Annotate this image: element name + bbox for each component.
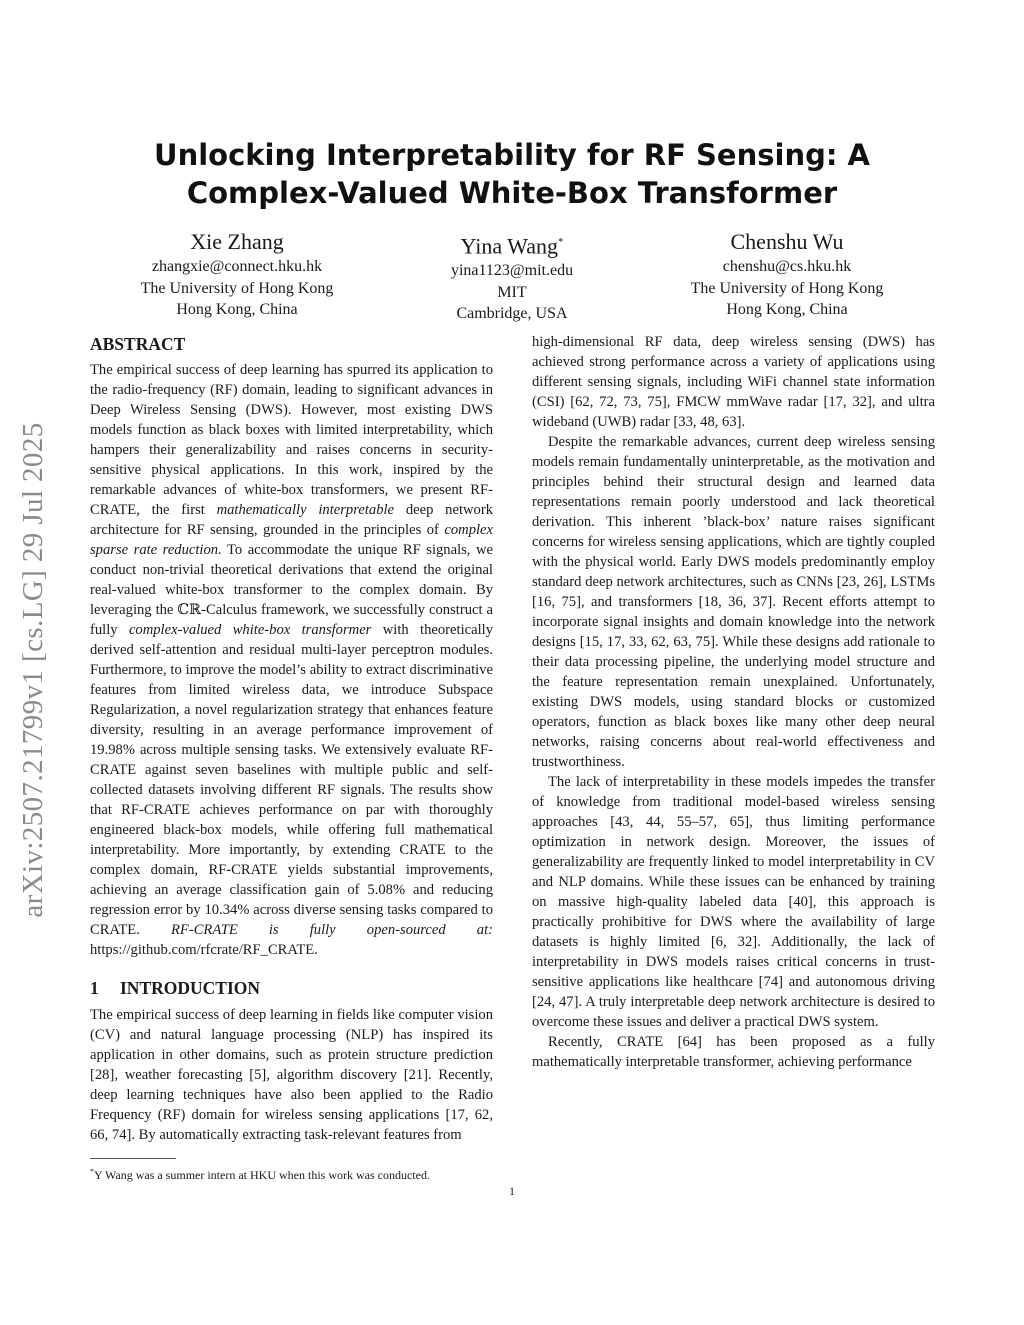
abstract-emphasis: complex-valued white-box transformer xyxy=(128,622,372,638)
section-number: 1 xyxy=(90,978,99,998)
author-block-1 xyxy=(87,228,387,321)
author-location: Cambridge, USA xyxy=(456,305,568,323)
footnote xyxy=(90,1164,510,1183)
author-name-text: Xie Zhang xyxy=(190,229,284,254)
left-column xyxy=(90,332,493,1145)
abstract-emphasis: RF-CRATE is fully open-sourced at: xyxy=(171,922,494,938)
author-name xyxy=(637,228,937,256)
abstract-emphasis: mathematically interpretable xyxy=(216,502,395,518)
author-location: Hong Kong, China xyxy=(726,301,848,318)
author-affiliation: The University of Hong Kong xyxy=(690,279,884,297)
author-location: Hong Kong, China xyxy=(176,301,298,318)
intro-paragraph-4: Recently, CRATE [64] has been proposed as a fully mathematically interpretable transformer, achieving performance xyxy=(532,1034,935,1070)
paper-title-line-2: Complex-Valued White-Box Transformer xyxy=(186,176,838,210)
author-email: chenshu@cs.hku.hk xyxy=(722,258,852,275)
author-name xyxy=(87,228,387,256)
intro-paragraph-3: The lack of interpretability in these models impedes the transfer of knowledge from traditional model-based wireless sensing approaches [43, 44, 55–57, 65], thus limiting performance optimization in network design. Moreover, the issues of generalizability are frequently linked to model interpretability in CV and NLP domains. While these issues can be enhanced by training on massive high-quality labeled data [40], this approach is practically prohibitive for DWS where the availability of large datasets is highly limited [6, 32]. Additionally, the lack of interpretability in DWS models raises critical concerns in trust-sensitive applications like healthcare [74] and autonomous driving [24, 47]. A truly interpretable deep network architecture is desired to overcome these issues and deliver a practical DWS system. xyxy=(532,774,935,1030)
author-name xyxy=(362,228,662,260)
author-block-3 xyxy=(637,228,937,321)
intro-paragraph-1-continued: high-dimensional RF data, deep wireless sensing (DWS) has achieved strong performance across a variety of applications using different sensing signals, including WiFi channel state information (CSI) [62, 72, 73, 75], FMCW mmWave radar [17, 32], and ultra wideband (UWB) radar [33, 48, 63]. xyxy=(532,334,935,430)
abstract-text: To accommodate the unique RF signals, we conduct non-trivial theoretical derivations that extend the original real-valued white-box transformer to the complex domain. By leveraging the ℂℝ-Calculus framework, we successfully construct a fully xyxy=(90,542,493,638)
abstract-emphasis: complex sparse rate reduction. xyxy=(90,522,493,558)
author-name-text: Yina Wang xyxy=(460,233,558,259)
abstract-paragraph xyxy=(90,360,493,960)
repository-link[interactable]: https://github.com/rfcrate/RF_CRATE. xyxy=(90,942,318,958)
section-title: INTRODUCTION xyxy=(120,978,261,998)
author-name-text: Chenshu Wu xyxy=(730,229,844,254)
author-block-2 xyxy=(362,228,662,325)
footnote-divider xyxy=(90,1158,176,1159)
intro-paragraph-1: The empirical success of deep learning in fields like computer vision (CV) and natural language processing (NLP) has inspired its application in other domains, such as protein structure prediction [28], weather forecasting [5], algorithm discovery [21]. Recently, deep learning techniques have also been applied to the Radio Frequency (RF) domain for wireless sensing applications [17, 62, 66, 74]. By automatically extracting task-relevant features from xyxy=(90,1007,493,1143)
right-column xyxy=(532,332,935,1072)
paper-title-line-1: Unlocking Interpretability for RF Sensing: A xyxy=(154,138,870,172)
author-footnote-mark: * xyxy=(557,236,564,248)
author-affiliation: The University of Hong Kong xyxy=(140,279,334,297)
intro-paragraph-2: Despite the remarkable advances, current deep wireless sensing models remain fundamentally uninterpretable, as the motivation and principles behind their structural design and learned data representations remain poorly understood and lack theoretical derivation. This inherent ’black-box’ nature raises significant concerns for wireless sensing applications, which are tightly coupled with the physical world. Early DWS models predominantly employ standard deep network architectures, such as CNNs [23, 26], LSTMs [16, 75], and transformers [18, 36, 37]. Recent efforts attempt to incorporate signal insights and domain knowledge into the network designs [15, 17, 33, 62, 63, 75]. While these designs add rationale to their data processing pipeline, the underlying model structure and the feature representation remain unexplained. Unfortunately, existing DWS models, using standard blocks or customized operators, function as black boxes like many other deep neural networks, raising concerns about real-world effectiveness and trustworthiness. xyxy=(532,434,935,770)
abstract-text: with theoretically derived self-attention and residual multi-layer perceptron modules. Furthermore, to improve the model’s ability to extract discriminative features from limited wireless data, we introduce Subspace Regularization, a novel regularization strategy that enhances feature diversity, resulting in an average performance improvement of 19.98% across multiple sensing tasks. We extensively evaluate RF-CRATE against seven baselines with multiple public and self-collected datasets involving different RF signals. The results show that RF-CRATE achieves performance on par with thoroughly engineered black-box models, while offering full mathematical interpretability. More importantly, by extending CRATE to the complex domain, RF-CRATE yields substantial improvements, achieving an average classification gain of 5.08% and reducing regression error by 10.34% across diverse sensing tasks compared to CRATE. xyxy=(90,622,493,938)
abstract-text: deep network architecture for RF sensing, grounded in the principles of xyxy=(90,502,493,538)
introduction-heading xyxy=(90,976,493,1000)
author-email: zhangxie@connect.hku.hk xyxy=(151,258,323,275)
footnote-mark: * xyxy=(90,1167,94,1176)
abstract-text: The empirical success of deep learning has spurred its application to the radio-frequency (RF) domain, leading to significant advances in Deep Wireless Sensing (DWS). However, most existing DWS models function as black boxes with limited interpretability, which hampers their generalizability and raises concerns in security-sensitive physical applications. In this work, inspired by the remarkable advances of white-box transformers, we present RF-CRATE, the first xyxy=(90,362,493,518)
author-email: yina1123@mit.edu xyxy=(450,262,574,280)
page-number: 1 xyxy=(509,1184,515,1198)
author-affiliation: MIT xyxy=(497,283,527,301)
paper-title xyxy=(100,136,924,212)
abstract-heading: ABSTRACT xyxy=(90,334,186,354)
arxiv-identifier-stamp: arXiv:2507.21799v1 [cs.LG] 29 Jul 2025 xyxy=(17,422,49,918)
footnote-text: Y Wang was a summer intern at HKU when this work was conducted. xyxy=(94,1168,430,1182)
